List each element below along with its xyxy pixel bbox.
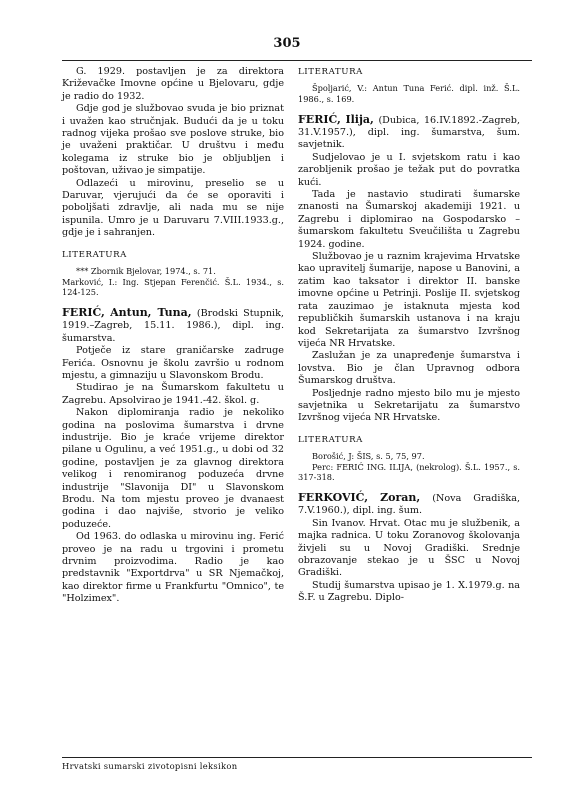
- literature-item: *** Zbornik Bjelovar, 1974., s. 71.: [76, 266, 216, 277]
- paragraph: Studirao je na Šumarskom fakultetu u Zagrebu. Apsolvirao je 1941.-42. škol. g.: [62, 382, 284, 406]
- header-rule: [62, 60, 532, 61]
- paragraph: G. 1929. postavljen je za direktora Križevačke Imovne općine u Bjelovaru, gdje je radio do 1932.: [62, 66, 284, 102]
- page-number: 305: [273, 36, 301, 51]
- literature-heading: LITERATURA: [298, 434, 363, 445]
- paragraph: Odlazeći u mirovinu, preselio se u Daruvar, vjerujući da će se oporaviti i poboljšati zdravlje, ali nada mu se nije ispunila. Umro je u Daruvaru 7.VIII.1933.g., gdje je i sahranjen.: [62, 177, 284, 239]
- entry-details: (Nova Gradiška, 7.V.1960.), dipl. ing. šum.: [298, 492, 520, 517]
- paragraph: Potječe iz stare graničarske zadruge Ferića. Osnovnu je školu završio u rodnom mjestu, a gimnaziju u Slavonskom Brodu.: [62, 345, 284, 381]
- literature-item: Borošić, J: ŠIS, s. 5, 75, 97.: [312, 451, 425, 462]
- entry-given-name: Zoran,: [380, 490, 421, 504]
- entry-details: (Brodski Stupnik, 1919.–Zagreb, 15.11. 1986.), dipl. ing. šumarstva.: [62, 307, 284, 344]
- entry-surname: FERKOVIĆ,: [298, 490, 369, 504]
- paragraph: Službovao je u raznim krajevima Hrvatske kao upravitelj šumarije, napose u Banovini, a zatim kao taksator i direktor II. banske imovne općine u Petrinji. Poslije II. svjetskog rata zauzimao je istaknuta mjesta kod republičkih šumarskih ustanova i na kraju kod Sekretarijata za šumarstvo Izvršnog vijeća NR Hrvatske.: [298, 251, 520, 349]
- paragraph: Gdje god je službovao svuda je bio priznat i uvažen kao stručnjak. Budući da je u toku radnog vijeka prošao sve poslove struke, bio je uvaženi praktičar. U društvu i među kolegama iz struke bio je obljubljen i poštovan, uživao je simpatije.: [62, 103, 284, 177]
- entry-heading-feric-ilija: [298, 114, 520, 152]
- literature-item: Špoljarić, V.: Antun Tuna Ferić. dipl. inž. Š.L. 1986., s. 169.: [298, 83, 520, 104]
- literature-heading: LITERATURA: [62, 249, 127, 260]
- literature-item: Marković, I.: Ing. Stjepan Ferenčić. Š.L. 1934., s. 124-125.: [62, 276, 284, 298]
- left-column: [62, 66, 284, 606]
- entry-given-name: Antun, Tuna,: [110, 305, 192, 319]
- paragraph: Tada je nastavio studirati šumarske znanosti na Šumarskoj akademiji 1921. u Zagrebu i diplomirao na Gospodarsko – šumarskom fakultetu Sveučilišta u Zagrebu 1924. godine.: [298, 189, 520, 250]
- paragraph: Studij šumarstva upisao je 1. X.1979.g. na Š.F. u Zagrebu. Diplo-: [298, 579, 520, 604]
- literature-heading: LITERATURA: [298, 67, 363, 77]
- entry-surname: FERIĆ,: [62, 305, 105, 319]
- paragraph: Posljednje radno mjesto bilo mu je mjesto savjetnika u Sekretarijatu za šumarstvo Izvršnog vijeća NR Hrvatske.: [298, 387, 520, 424]
- paragraph: Sudjelovao je u I. svjetskom ratu i kao zarobljenik prošao je težak put do povratka kući.: [298, 151, 520, 188]
- paragraph: Sin Ivanov. Hrvat. Otac mu je službenik, a majka radnica. U toku Zoranovog školovanja živjeli su u Novoj Gradiški. Srednje obrazovanje stekao je u ŠSC u Novoj Gradiški.: [298, 517, 520, 579]
- footer-title: Hrvatski sumarski zivotopisni leksikon: [62, 761, 238, 771]
- paragraph: Zaslužan je za unapređenje šumarstva i lovstva. Bio je član Upravnog odbora Šumarskog društva.: [298, 350, 520, 387]
- entry-given-name: Ilija,: [345, 112, 374, 126]
- right-column: [298, 66, 520, 605]
- footer-rule: [62, 757, 532, 758]
- entry-surname: FERIĆ,: [298, 112, 341, 126]
- paragraph: Od 1963. do odlaska u mirovinu ing. Ferić proveo je na radu u trgovini i prometu drvnim proizvodima. Radio je kao predstavnik "Exportdrva" u SR Njemačkoj, kao direktor firme u Frankfurtu "Omnico", te "Holzimex".: [62, 531, 284, 605]
- paragraph: Nakon diplomiranja radio je nekoliko godina na poslovima šumarstva i drvne industrije. Bio je kraće vrijeme direktor pilane u Ogulinu, a već 1951.g., u dobi od 32 godine, postavljen je za glavnog direktora velikog i renomiranog poduzeća drvne industrije "Slavonija DI" u Slavonskom Brodu. Na tom mjestu proveo je dvanaest godina i dao najviše, stvorio je veliko poduzeće.: [62, 407, 284, 530]
- entry-heading-feric-antun: [62, 307, 284, 345]
- literature-item: Perc: FERIĆ ING. ILIJA, (nekrolog). Š.L. 1957., s. 317-318.: [298, 461, 520, 483]
- entry-details: (Dubica, 16.IV.1892.-Zagreb, 31.V.1957.), dipl. ing. šumarstva, šum. savjetnik.: [298, 114, 520, 151]
- entry-heading-ferkovic: [298, 492, 520, 518]
